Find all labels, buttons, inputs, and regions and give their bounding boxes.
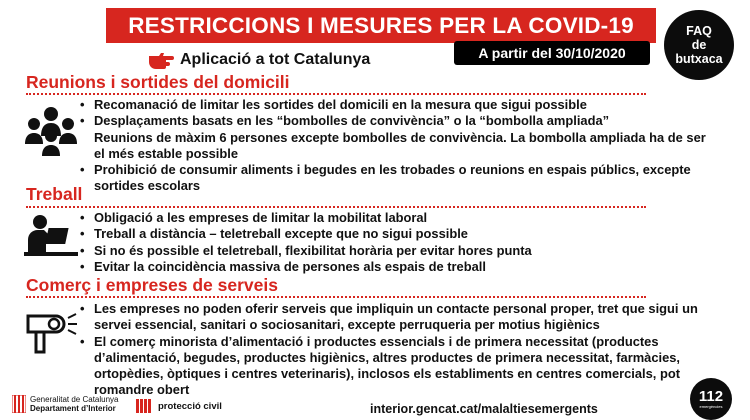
civil-protection-text: protecció civil (158, 400, 222, 412)
hair-dryer-icon (22, 308, 80, 360)
list-item: • Obligació a les empreses de limitar la mobilitat laboral (80, 210, 708, 226)
list-treball (80, 210, 708, 275)
civil-protection-icon (136, 399, 154, 413)
scope-label (148, 48, 370, 72)
section-divider (26, 93, 646, 95)
section-title-comerc: Comerç i empreses de serveis (26, 275, 278, 295)
list-item: • Si no és possible el teletreball, flexibilitat horària per evitar hores punta (80, 243, 708, 259)
list-item: • Treball a distància – teletreball excepte que no sigui possible (80, 226, 708, 242)
person-laptop-icon (22, 212, 80, 264)
generalitat-logo-icon (12, 395, 26, 413)
pointing-hand-icon (148, 50, 174, 70)
emergency-number: 112 (698, 387, 724, 405)
date-text: A partir del 30/10/2020 (478, 45, 626, 61)
list-item: • Prohibició de consumir aliments i begudes en les trobades o reunions en espais públics, excepte sortides escolars (80, 162, 708, 195)
section-divider (26, 296, 646, 298)
list-item: Reunions de màxim 6 persones excepte bombolles de convivència. La bombolla ampliada ha de ser el més estable possible (94, 129, 706, 161)
emergency-label: emergències (699, 403, 723, 409)
list-item: • Desplaçaments basats en les “bombolles de convivència” o la “bombolla ampliada” (80, 113, 708, 129)
section-title-treball: Treball (26, 184, 83, 204)
emergency-112-badge (690, 378, 732, 420)
page-title: RESTRICCIONS I MESURES PER LA COVID-19 (128, 12, 634, 38)
gov-line-1: Generalitat de Catalunya (30, 395, 119, 404)
list-item: • Recomanació de limitar les sortides del domicili en la mesura que sigui possible (80, 97, 708, 113)
people-group-icon (22, 104, 80, 156)
date-badge (454, 41, 650, 65)
list-item: • Les empreses no poden oferir serveis que impliquin un contacte personal proper, tret que sigui un servei essencial, sanitari o sociosanitari, excepte perruqueria per motius higiènics (80, 301, 708, 334)
faq-badge[interactable] (664, 10, 734, 80)
list-item: • Evitar la coincidència massiva de persones als espais de treball (80, 259, 708, 275)
gov-line-2: Departament d’Interior (30, 404, 116, 413)
faq-line-1: FAQ (686, 24, 712, 38)
gov-logo (12, 395, 119, 413)
list-comerc (80, 301, 708, 399)
scope-text: Aplicació a tot Catalunya (180, 51, 371, 68)
civil-protection-logo (136, 399, 222, 413)
info-link[interactable]: interior.gencat.cat/malaltiesemergents (370, 402, 598, 416)
faq-line-2: de (691, 38, 707, 52)
faq-line-3: butxaca (675, 52, 723, 66)
title-banner (106, 8, 656, 43)
section-divider (26, 206, 646, 208)
list-item: • El comerç minorista d’alimentació i productes essencials i de primera necessitat (productes d’alimentació, begudes, productes higiènics, altres productes de primera necessitat, farmàcies, ortopèdies, òptiques i centres veterinaris), inclosos els establiments en centres comercials, pot romandre obert (80, 334, 708, 399)
section-title-reunions: Reunions i sortides del domicili (26, 72, 290, 92)
list-reunions (80, 97, 708, 195)
